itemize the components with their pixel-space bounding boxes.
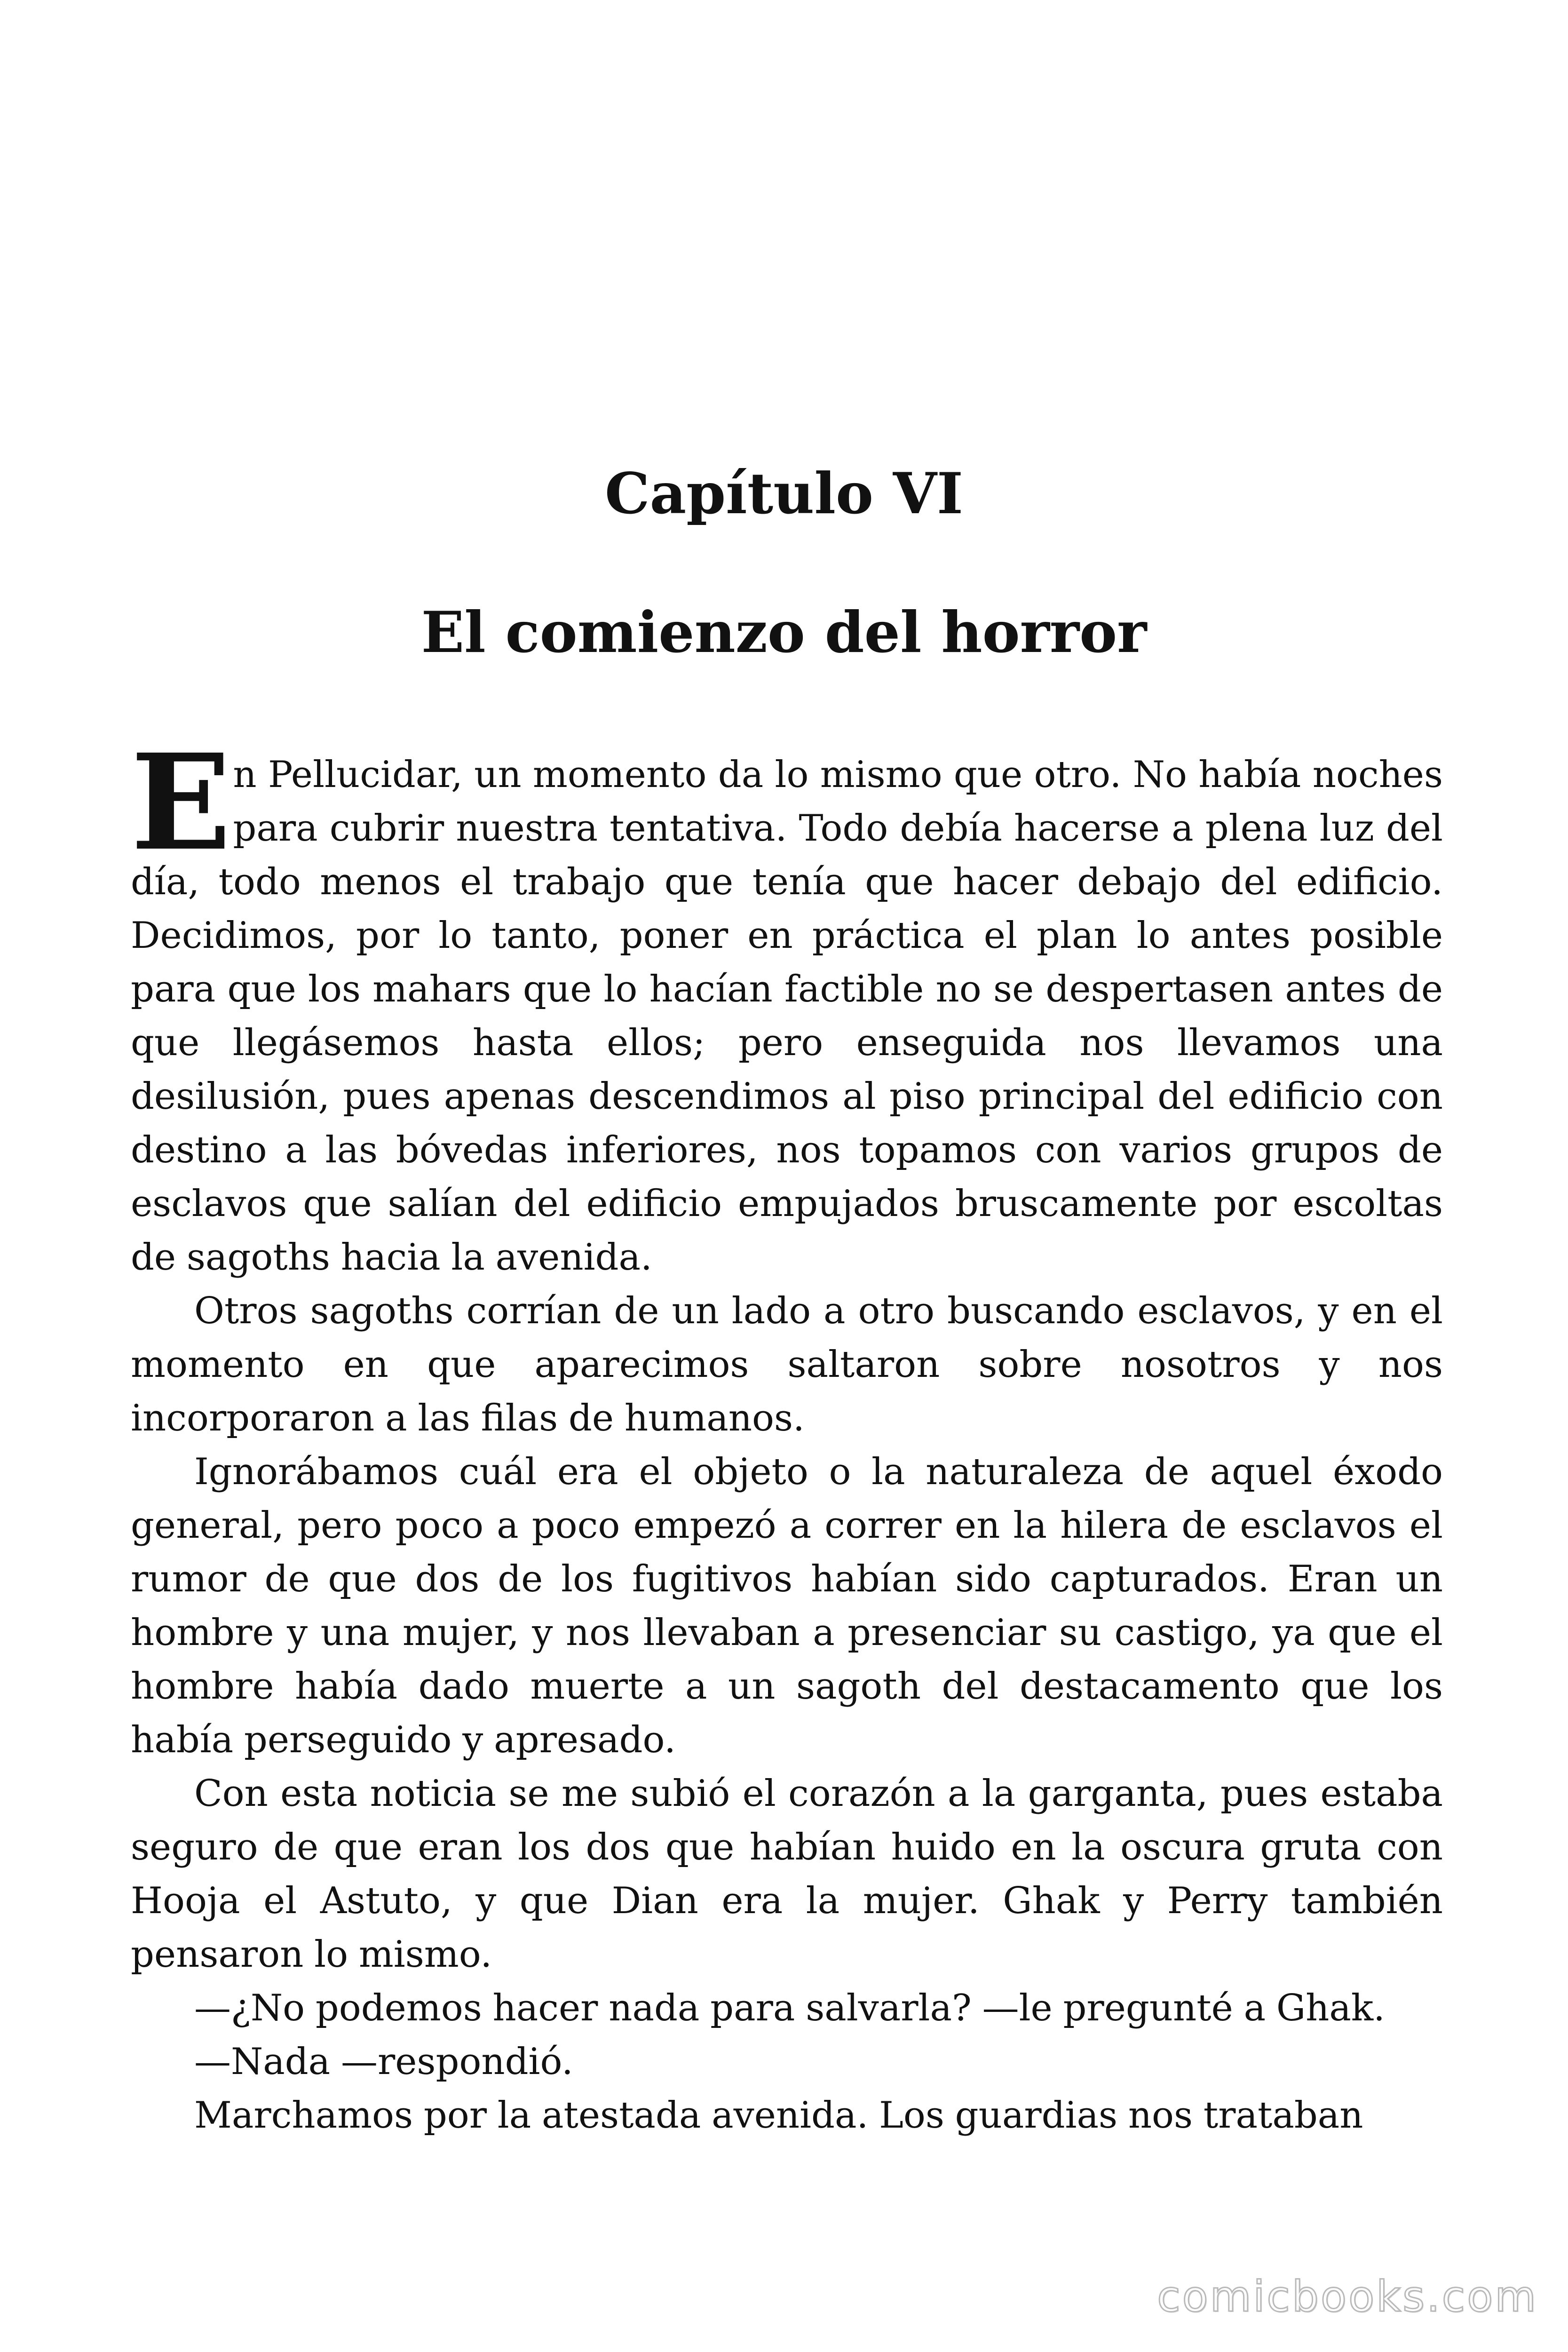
paragraph-1-text: n Pellucidar, un momento da lo mismo que otro. No había noches para cubrir nuestra tentativa. Todo debía hacerse a plena luz del día, todo menos el trabajo que tenía que hacer debajo del edificio. Decidimos, por lo tanto, poner en práctica el plan lo antes posible para que los mahars que lo hacían factible no se despertasen antes de que llegásemos hasta ellos; pero enseguida nos llevamos una desilusión, pues apenas descendimos al piso principal del edificio con destino a las bóvedas inferiores, nos topamos con varios grupos de esclavos que salían del edificio empujados bruscamente por escoltas de sagoths hacia la avenida.: [131, 754, 1443, 1279]
drop-cap: E: [131, 725, 231, 880]
paragraph-2: Otros sagoths corrían de un lado a otro buscando esclavos, y en el momento en que aparecimos saltaron sobre nosotros y nos incorporaron a las filas de humanos.: [131, 1290, 1443, 1439]
paragraph-7: Marchamos por la atestada avenida. Los guardias nos trataban: [194, 2094, 1363, 2137]
chapter-title: El comienzo del horror: [421, 599, 1147, 666]
chapter-number: Capítulo VI: [604, 461, 964, 527]
dialogue-line-1: —¿No podemos hacer nada para salvarla? —le pregunté a Ghak.: [194, 1987, 1385, 2029]
paragraph-1: [131, 725, 1443, 1284]
dialogue-line-2: —Nada —respondió.: [194, 2041, 573, 2083]
chapter-body: [131, 725, 1443, 2142]
paragraph-4: Con esta noticia se me subió el corazón a la garganta, pues estaba seguro de que eran los dos que habían huido en la oscura gruta con Hooja el Astuto, y que Dian era la mujer. Ghak y Perry también pensaron lo mismo.: [131, 1772, 1443, 1976]
watermark-logo: comicbooks.com: [1157, 2272, 1538, 2321]
paragraph-3: Ignorábamos cuál era el objeto o la naturaleza de aquel éxodo general, pero poco a poco empezó a correr en la hilera de esclavos el rumor de que dos de los fugitivos habían sido capturados. Eran un hombre y una mujer, y nos llevaban a presenciar su castigo, ya que el hombre había dado muerte a un sagoth del destacamento que los había perseguido y apresado.: [131, 1451, 1443, 1761]
